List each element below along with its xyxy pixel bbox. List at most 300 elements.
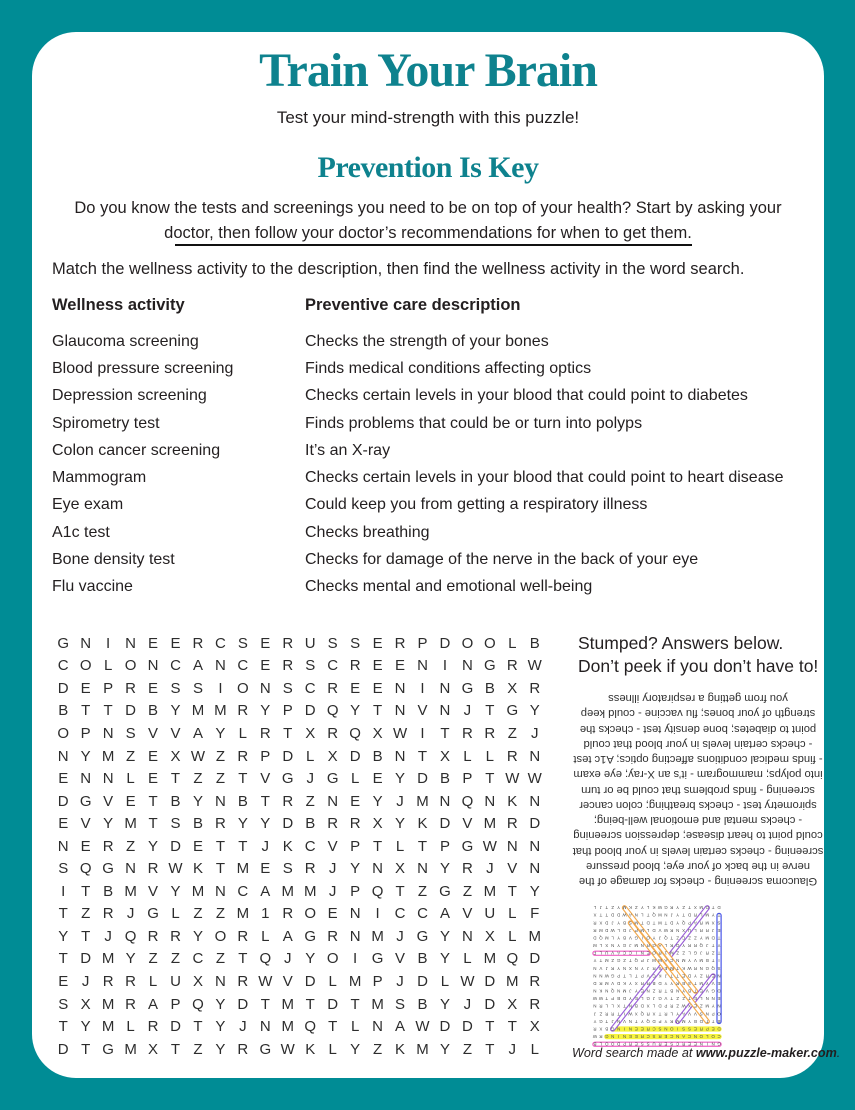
grid-letter: P: [439, 837, 450, 855]
mini-grid-letter: T: [676, 965, 680, 971]
grid-letter: 1: [261, 905, 270, 923]
mini-grid-letter: I: [718, 958, 720, 964]
mini-grid-letter: A: [682, 1011, 686, 1017]
grid-letter: E: [372, 770, 383, 788]
grid-letter: J: [239, 1018, 247, 1036]
grid-letter: X: [439, 747, 450, 765]
grid-letter: U: [484, 905, 496, 923]
grid-letter: Z: [462, 1040, 472, 1058]
mini-grid-letter: V: [711, 980, 715, 986]
grid-letter: R: [282, 657, 294, 675]
mini-grid-letter: M: [699, 980, 704, 986]
mini-grid-letter: T: [605, 996, 609, 1002]
mini-grid-letter: Q: [699, 943, 704, 949]
grid-letter: M: [124, 1040, 137, 1058]
grid-letter: R: [304, 860, 316, 878]
grid-letter: T: [238, 770, 248, 788]
grid-letter: R: [461, 724, 473, 742]
mini-grid-letter: Z: [676, 996, 680, 1002]
mini-grid-letter: C: [622, 950, 627, 956]
grid-letter: K: [507, 792, 518, 810]
mini-grid-letter: X: [605, 943, 609, 949]
mini-grid-letter: Y: [682, 943, 686, 949]
grid-letter: F: [530, 905, 540, 923]
grid-letter: R: [461, 860, 473, 878]
grid-letter: O: [79, 657, 92, 675]
mini-grid-letter: L: [700, 996, 703, 1002]
mini-grid-letter: T: [629, 958, 632, 964]
grid-letter: N: [439, 679, 451, 697]
grid-letter: A: [439, 905, 450, 923]
grid-letter: Y: [260, 702, 271, 720]
grid-letter: Y: [215, 1018, 226, 1036]
grid-letter: R: [237, 1040, 249, 1058]
grid-letter: E: [148, 747, 159, 765]
grid-letter: R: [506, 747, 518, 765]
grid-letter: X: [372, 724, 383, 742]
grid-letter: C: [417, 905, 428, 923]
mini-grid-letter: A: [628, 912, 632, 918]
grid-letter: J: [284, 950, 292, 968]
mini-grid-letter: D: [658, 980, 662, 986]
grid-letter: V: [148, 724, 159, 742]
mini-grid-letter: S: [688, 1026, 691, 1032]
mini-grid-letter: O: [670, 1026, 674, 1032]
mini-grid-letter: N: [717, 1003, 721, 1009]
mini-grid-letter: E: [664, 1041, 668, 1047]
grid-letter: T: [485, 1018, 495, 1036]
grid-letter: L: [463, 950, 472, 968]
grid-letter: O: [304, 905, 317, 923]
mini-grid-letter: M: [669, 965, 674, 971]
answers-panel: [572, 632, 841, 1078]
mini-grid-letter: M: [604, 935, 609, 941]
wellness-activity-cell: A1c test: [52, 523, 110, 541]
grid-letter: A: [192, 657, 203, 675]
mini-grid-letter: N: [664, 1026, 668, 1032]
mini-grid-letter: Z: [611, 958, 615, 964]
grid-letter: G: [102, 860, 114, 878]
grid-letter: J: [261, 837, 270, 855]
mini-grid-letter: X: [628, 965, 632, 971]
mini-grid-letter: G: [634, 935, 639, 941]
grid-letter: G: [371, 950, 384, 968]
mini-grid-letter: V: [611, 980, 615, 986]
grid-letter: I: [218, 679, 223, 697]
grid-letter: R: [125, 995, 136, 1013]
grid-letter: E: [80, 679, 91, 697]
mini-grid-letter: V: [599, 965, 603, 971]
grid-letter: B: [237, 792, 248, 810]
mini-grid-letter: D: [616, 1041, 621, 1047]
grid-letter: Q: [349, 724, 361, 742]
mini-grid-letter: O: [711, 1034, 715, 1039]
mini-grid-letter: S: [699, 1011, 703, 1017]
grid-letter: E: [80, 837, 91, 855]
grid-letter: C: [304, 837, 316, 855]
grid-letter: B: [103, 882, 114, 900]
mini-grid-letter: G: [646, 996, 650, 1002]
mini-grid-letter: T: [664, 988, 668, 994]
mini-grid-letter: G: [658, 996, 662, 1002]
mini-grid-letter: N: [699, 965, 703, 971]
mini-grid-letter: R: [670, 1018, 674, 1024]
grid-letter: N: [214, 972, 226, 990]
grid-letter: L: [350, 1018, 360, 1036]
grid-letter: R: [327, 724, 339, 742]
grid-letter: N: [259, 679, 271, 697]
mini-grid-letter: A: [682, 1034, 686, 1039]
mini-grid-letter: Y: [676, 912, 680, 918]
mini-grid-letter: P: [705, 1026, 709, 1032]
grid-letter: Y: [350, 702, 361, 720]
mini-grid-letter: B: [670, 988, 674, 994]
grid-letter: W: [190, 747, 206, 765]
grid-letter: K: [305, 1040, 316, 1058]
mini-grid-letter: R: [705, 950, 709, 956]
grid-letter: Q: [506, 950, 519, 968]
grid-letter: E: [58, 770, 69, 788]
mini-grid-letter: L: [640, 996, 644, 1002]
mini-grid-letter: L: [670, 1011, 674, 1017]
mini-grid-letter: M: [658, 958, 662, 964]
mini-grid-letter: E: [634, 1026, 638, 1032]
mini-grid-letter: D: [658, 1003, 662, 1009]
mini-grid-letter: M: [634, 943, 639, 949]
mini-grid-letter: E: [640, 1026, 644, 1032]
mini-grid-letter: Y: [688, 1018, 691, 1024]
mini-grid-letter: T: [646, 912, 650, 918]
mini-grid-letter: M: [640, 927, 645, 933]
grid-letter: W: [460, 972, 475, 990]
grid-letter: R: [237, 972, 249, 990]
grid-letter: V: [282, 972, 293, 990]
grid-letter: P: [260, 747, 271, 765]
mini-grid-letter: R: [593, 927, 597, 933]
match-table-header: [52, 296, 812, 315]
grid-letter: L: [261, 927, 270, 945]
grid-letter: E: [350, 679, 361, 697]
grid-letter: S: [170, 679, 181, 697]
mini-grid-letter: E: [693, 1026, 697, 1032]
mini-grid-letter: L: [646, 905, 650, 911]
mini-grid-letter: Y: [705, 980, 709, 986]
grid-letter: G: [461, 679, 474, 697]
mini-grid-letter: P: [634, 927, 638, 933]
mini-grid-letter: Y: [711, 1003, 715, 1009]
grid-letter: E: [58, 815, 69, 833]
mini-grid-letter: Q: [646, 1018, 650, 1024]
word-search-grid: [52, 632, 546, 1060]
credit-suffix: .: [836, 1046, 841, 1060]
mini-grid-letter: Y: [640, 965, 644, 971]
grid-letter: T: [81, 927, 91, 945]
grid-letter: V: [170, 724, 181, 742]
mini-grid-letter: F: [593, 950, 597, 956]
grid-letter: Z: [215, 905, 225, 923]
grid-letter: N: [57, 837, 69, 855]
mini-grid-letter: E: [699, 988, 703, 994]
grid-letter: T: [305, 995, 315, 1013]
mini-grid-letter: N: [711, 1041, 715, 1047]
grid-letter: T: [283, 724, 293, 742]
mini-grid-letter: B: [634, 1003, 638, 1009]
mini-grid-letter: N: [622, 1034, 627, 1039]
mini-grid-letter: O: [699, 1034, 704, 1039]
grid-letter: C: [237, 657, 249, 675]
mini-grid-letter: T: [658, 1011, 662, 1017]
care-description-cell: Checks certain levels in your blood that could point to diabetes: [305, 387, 748, 405]
match-table: [52, 296, 812, 601]
grid-letter: U: [304, 634, 316, 652]
grid-letter: G: [102, 1040, 114, 1058]
mini-grid-letter: W: [622, 912, 627, 918]
mini-grid-letter: N: [628, 1018, 633, 1024]
mini-grid-letter: 1: [664, 950, 668, 956]
mini-grid-letter: X: [646, 1003, 650, 1009]
grid-letter: I: [61, 882, 66, 900]
grid-letter: T: [395, 882, 405, 900]
mini-grid-letter: A: [617, 950, 621, 956]
mini-grid-letter: Y: [593, 958, 597, 964]
mini-grid-letter: C: [681, 935, 686, 941]
mini-grid-letter: D: [717, 1026, 721, 1032]
grid-letter: J: [306, 770, 314, 788]
mini-grid-letter: R: [670, 943, 674, 949]
grid-letter: D: [349, 747, 361, 765]
grid-letter: R: [214, 815, 226, 833]
grid-letter: M: [281, 1018, 295, 1036]
mini-grid-letter: D: [687, 912, 692, 918]
mini-grid-letter: G: [599, 1018, 603, 1024]
mini-grid-letter: T: [694, 980, 697, 986]
mini-grid-letter: V: [705, 988, 709, 994]
intro-paragraph: Do you know the tests and screenings you need to be on top of your health? Start by asking your doctor, then follow your doctor’s recommendations for when to get them.: [74, 198, 782, 243]
grid-letter: T: [58, 1018, 68, 1036]
grid-letter: N: [417, 657, 428, 675]
mini-grid-letter: V: [623, 1018, 626, 1024]
grid-letter: M: [371, 927, 384, 945]
mini-grid-letter: B: [717, 1018, 721, 1024]
mini-grid-letter: I: [706, 1041, 708, 1047]
mini-grid-letter: M: [604, 980, 609, 986]
grid-letter: Q: [192, 995, 204, 1013]
mini-grid-letter: Y: [682, 988, 686, 994]
grid-letter: E: [260, 634, 271, 652]
mini-grid-letter: Y: [670, 980, 674, 986]
mini-grid-letter: N: [593, 1003, 597, 1009]
grid-letter: Y: [215, 995, 226, 1013]
mini-grid-letter: M: [669, 950, 674, 956]
mini-grid-letter: Y: [676, 920, 680, 926]
mini-grid-letter: J: [593, 1011, 597, 1017]
mini-grid-letter: C: [646, 1034, 650, 1039]
grid-letter: D: [282, 815, 294, 833]
mini-grid-letter: R: [705, 927, 709, 933]
grid-letter: T: [328, 1018, 338, 1036]
grid-letter: J: [463, 702, 472, 720]
grid-letter: Z: [193, 905, 203, 923]
grid-letter: N: [214, 792, 226, 810]
grid-letter: C: [170, 657, 181, 675]
mini-grid-letter: X: [682, 927, 686, 933]
mini-grid-letter: N: [628, 1003, 633, 1009]
credit-prefix: Word search made at: [572, 1046, 696, 1060]
grid-letter: I: [106, 634, 111, 652]
grid-letter: N: [461, 657, 473, 675]
care-description-cell: Checks for damage of the nerve in the back of your eye: [305, 551, 699, 569]
mini-grid-letter: R: [611, 965, 615, 971]
grid-letter: J: [328, 860, 337, 878]
grid-letter: B: [372, 747, 383, 765]
grid-letter: Q: [259, 950, 272, 968]
grid-letter: G: [79, 792, 92, 810]
grid-letter: L: [350, 770, 360, 788]
mini-grid-letter: D: [652, 1018, 656, 1024]
grid-letter: Y: [372, 792, 383, 810]
mini-grid-letter: O: [652, 950, 656, 956]
wellness-activity-cell: Glaucoma screening: [52, 332, 199, 350]
mini-grid-letter: M: [658, 912, 662, 918]
mini-grid-letter: E: [693, 996, 697, 1002]
grid-letter: N: [214, 882, 226, 900]
grid-letter: N: [484, 792, 496, 810]
grid-letter: J: [463, 995, 472, 1013]
grid-letter: M: [124, 815, 137, 833]
grid-letter: X: [305, 724, 316, 742]
mini-grid-letter: C: [652, 1026, 656, 1032]
grid-letter: D: [57, 679, 69, 697]
grid-letter: Y: [215, 724, 226, 742]
grid-letter: L: [126, 1018, 135, 1036]
grid-letter: N: [214, 657, 226, 675]
mini-grid-letter: U: [687, 927, 692, 933]
mini-grid-letter: Z: [682, 905, 685, 911]
mini-grid-letter: P: [640, 973, 644, 979]
mini-grid-letter: X: [711, 920, 715, 926]
mini-grid-letter: T: [670, 935, 674, 941]
grid-letter: R: [327, 927, 339, 945]
grid-letter: M: [528, 927, 542, 945]
grid-letter: J: [396, 927, 404, 945]
mini-grid-letter: T: [640, 920, 644, 926]
grid-letter: J: [81, 972, 90, 990]
mini-grid-letter: S: [646, 1041, 650, 1047]
mini-grid-letter: D: [622, 927, 627, 933]
mini-grid-letter: B: [682, 980, 686, 986]
grid-letter: N: [529, 792, 541, 810]
mini-grid-letter: T: [717, 950, 721, 956]
grid-letter: Y: [439, 927, 450, 945]
grid-letter: M: [416, 792, 429, 810]
mini-grid-letter: E: [682, 973, 686, 979]
grid-letter: N: [439, 702, 451, 720]
grid-letter: U: [170, 972, 181, 990]
mini-grid-letter: L: [599, 1041, 603, 1047]
grid-letter: M: [506, 972, 519, 990]
grid-letter: N: [372, 860, 383, 878]
mini-grid-letter: J: [611, 1018, 614, 1024]
section-heading: Prevention Is Key: [317, 151, 539, 185]
grid-letter: R: [102, 972, 114, 990]
mini-grid-letter: Q: [634, 958, 639, 964]
mini-grid-letter: Z: [699, 973, 703, 979]
mini-grid-letter: L: [640, 912, 644, 918]
grid-letter: V: [80, 815, 91, 833]
mini-grid-letter: C: [717, 1034, 721, 1039]
grid-letter: Z: [126, 747, 136, 765]
mini-grid-letter: N: [705, 996, 709, 1002]
grid-letter: N: [80, 770, 92, 788]
mini-grid-letter: L: [705, 1034, 709, 1039]
mini-grid-letter: V: [658, 927, 662, 933]
mini-grid-letter: W: [663, 927, 668, 933]
mini-grid-letter: R: [705, 973, 709, 979]
mini-grid-letter: Q: [610, 988, 615, 994]
mini-grid-letter: N: [616, 1026, 621, 1032]
grid-letter: C: [237, 882, 249, 900]
grid-letter: D: [439, 1018, 451, 1036]
answer-key-grid-svg: [592, 904, 722, 1048]
mini-grid-letter: W: [687, 965, 692, 971]
mini-grid-letter: N: [705, 1011, 709, 1017]
grid-letter: S: [170, 815, 181, 833]
grid-letter: B: [484, 679, 495, 697]
mini-grid-letter: L: [664, 943, 668, 949]
grid-letter: L: [485, 747, 495, 765]
mini-grid-letter: E: [664, 1034, 668, 1039]
mini-grid-letter: G: [717, 1041, 721, 1047]
divider-line: [175, 244, 692, 246]
mini-grid-letter: O: [605, 1041, 609, 1047]
grid-letter: G: [281, 770, 294, 788]
grid-letter: D: [237, 995, 249, 1013]
mini-grid-letter: R: [670, 905, 674, 911]
mini-grid-letter: M: [622, 905, 627, 911]
mini-grid-letter: Y: [676, 905, 680, 911]
stumped-line-1: Stumped? Answers below.: [578, 633, 784, 653]
grid-letter: V: [327, 837, 338, 855]
mini-grid-letter: R: [611, 1011, 615, 1017]
mini-grid-letter: J: [700, 950, 703, 956]
mini-grid-letter: T: [682, 912, 685, 918]
grid-letter: T: [417, 837, 428, 855]
grid-letter: X: [529, 1018, 540, 1036]
mini-grid-letter: K: [599, 988, 603, 994]
mini-grid-letter: M: [705, 935, 710, 941]
mini-grid-letter: B: [623, 935, 626, 941]
grid-letter: O: [124, 657, 137, 675]
grid-letter: E: [372, 634, 383, 652]
mini-grid-letter: G: [693, 950, 698, 956]
grid-letter: R: [170, 927, 181, 945]
grid-letter: Q: [304, 1018, 317, 1036]
wellness-activity-cell: Bone density test: [52, 551, 175, 569]
grid-letter: N: [327, 792, 339, 810]
grid-letter: T: [58, 905, 68, 923]
mini-grid-letter: R: [699, 1026, 703, 1032]
mini-grid-letter: N: [616, 988, 621, 994]
mini-grid-letter: R: [687, 943, 692, 949]
mini-grid-letter: G: [705, 965, 709, 971]
mini-grid-letter: D: [699, 1018, 703, 1024]
grid-letter: T: [507, 882, 517, 900]
mini-grid-letter: I: [623, 1026, 626, 1032]
grid-letter: W: [258, 972, 273, 990]
mini-grid-letter: N: [628, 1026, 633, 1032]
grid-letter: W: [482, 837, 497, 855]
grid-letter: X: [327, 747, 338, 765]
